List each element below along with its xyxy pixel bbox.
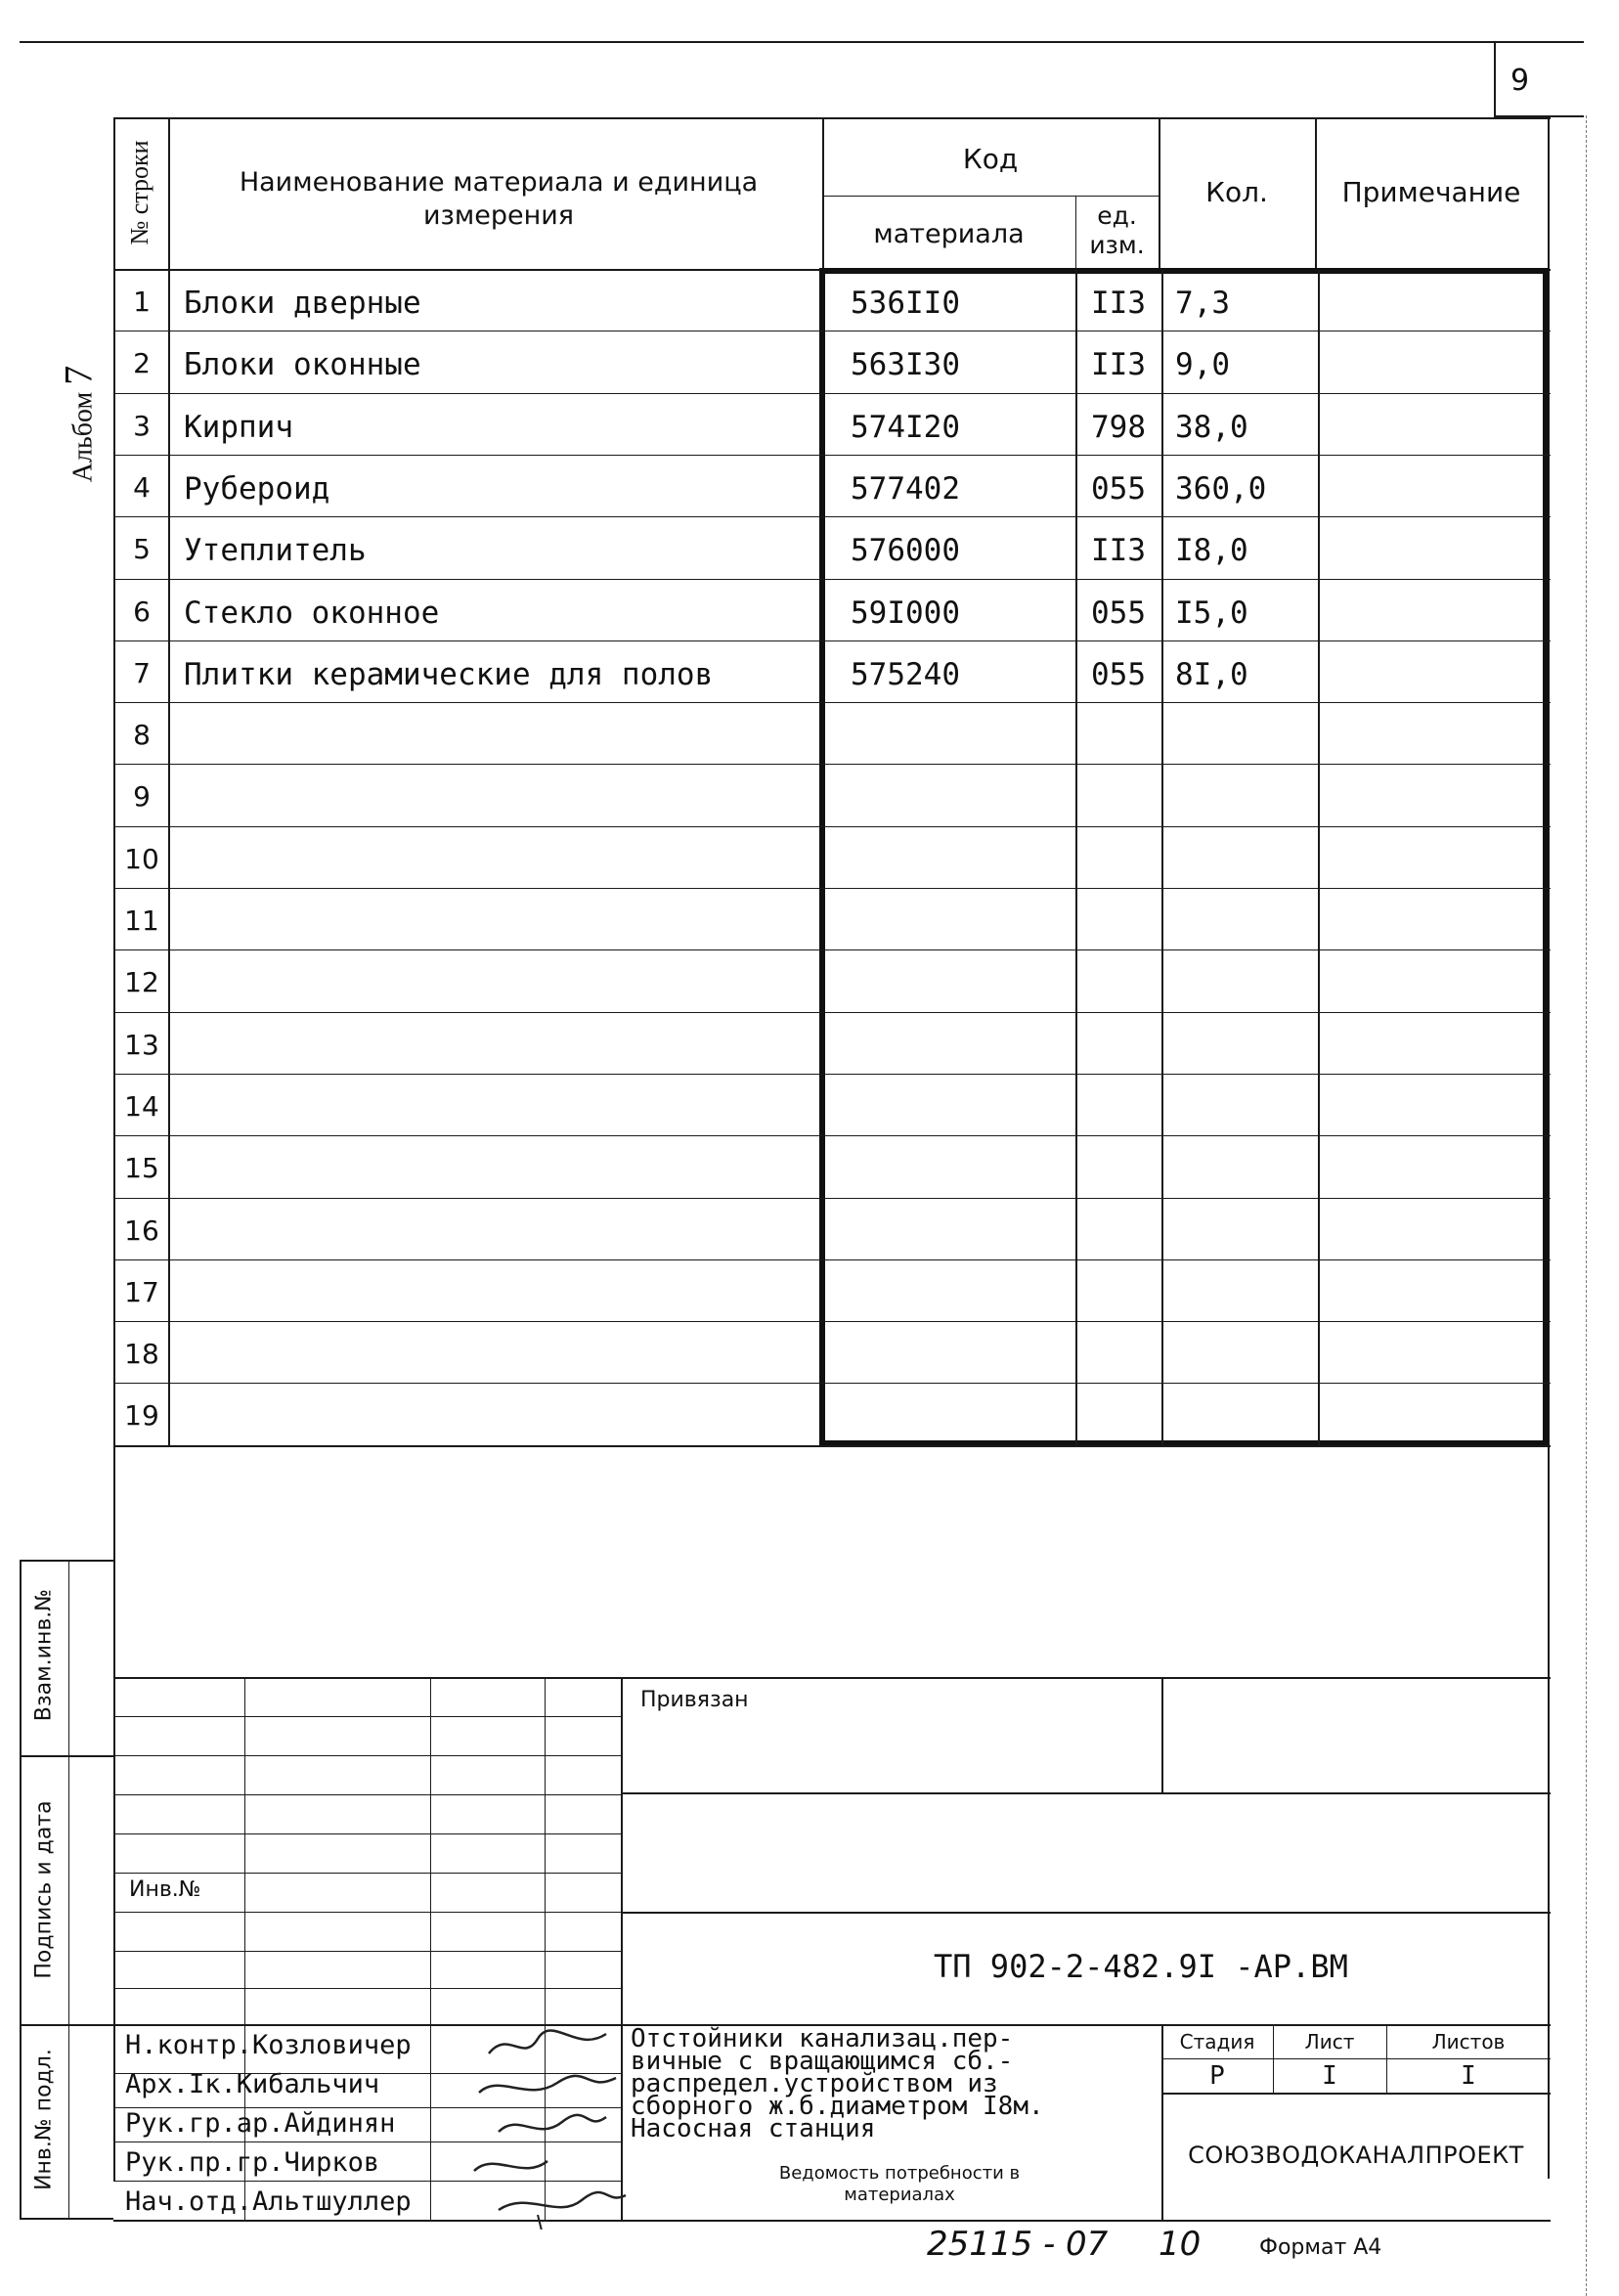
description-line: сборного ж.б.диаметром I8м. [631, 2092, 1044, 2121]
row-divider [113, 1259, 1551, 1260]
quantity: 38,0 [1175, 410, 1248, 445]
unit-code: 055 [1091, 657, 1146, 692]
tb-stage-mid [1161, 2058, 1551, 2059]
row-number: 19 [124, 1399, 159, 1432]
row-number: 6 [133, 596, 151, 628]
col-line-note [1318, 270, 1320, 1445]
tb-row-3 [113, 1794, 621, 1795]
row-divider [113, 393, 1551, 394]
signatory-row: Рук.пр.гр.Чирков [125, 2147, 380, 2178]
material-name: Блоки оконные [184, 347, 421, 382]
row-number: 1 [133, 286, 151, 318]
row-divider [113, 1321, 1551, 1322]
row-divider [113, 888, 1551, 889]
project-description [631, 2024, 1178, 2143]
signatory-row: Н.контр.Козловичер [125, 2030, 412, 2060]
handwritten-number: 25115 - 07 [927, 2225, 1109, 2264]
side-label-vzam: Взам.инв.№ [31, 1588, 57, 1722]
row-number: 4 [133, 471, 151, 504]
row-divider [113, 826, 1551, 827]
tb-row-4 [113, 1833, 621, 1834]
unit-code: 055 [1091, 596, 1146, 631]
tb-row-6 [113, 1912, 621, 1913]
album-number: 7 [56, 365, 101, 385]
row-number: 9 [133, 780, 151, 813]
side-column-bottom [20, 2218, 113, 2220]
header-qty: Кол. [1205, 176, 1268, 208]
signatory-row: Нач.отд.Альтшуллер [125, 2186, 412, 2217]
side-column-left [20, 1560, 22, 2220]
material-name: Стекло оконное [184, 596, 440, 631]
row-divider [113, 1012, 1551, 1013]
organization: СОЮЗВОДОКАНАЛПРОЕКТ [1188, 2141, 1524, 2169]
header-note: Примечание [1341, 176, 1521, 208]
header-code-material: материала [873, 219, 1025, 249]
quantity: 7,3 [1175, 286, 1230, 321]
document-title-line2: материалах [844, 2185, 955, 2205]
material-name: Рубероид [184, 471, 330, 507]
signatory-row: Арх.Iк.Кибальчич [125, 2069, 380, 2099]
header-code: Код [962, 143, 1019, 175]
row-number: 17 [124, 1276, 159, 1308]
crop-line [1586, 115, 1587, 2296]
row-divider [113, 1135, 1551, 1136]
stage-label: Стадия [1179, 2030, 1255, 2053]
material-code: 563I30 [851, 347, 960, 382]
tb-code-top [621, 1912, 1551, 1914]
side-label-sign-date: Подпись и дата [31, 1800, 57, 1979]
side-divider-1 [20, 1755, 113, 1757]
tb-row-7 [113, 1951, 621, 1952]
unit-code: 798 [1091, 410, 1146, 445]
document-title [714, 2163, 1085, 2206]
material-name: Кирпич [184, 410, 293, 445]
row-divider [113, 1383, 1551, 1384]
document-title-line1: Ведомость потребности в [778, 2163, 1021, 2184]
quantity: I5,0 [1175, 596, 1248, 631]
row-number: 14 [124, 1090, 159, 1123]
tb-row-2 [113, 1755, 621, 1756]
description-line: Отстойники канализац.пер- [631, 2024, 1014, 2053]
top-rule [20, 41, 1584, 43]
row-number: 8 [133, 719, 151, 751]
tb-stage-bottom [1161, 2093, 1551, 2095]
row-number: 10 [124, 843, 159, 875]
tb-row-1 [113, 1716, 621, 1717]
side-column-divider [68, 1560, 69, 2220]
sheet-label: Лист [1304, 2030, 1355, 2053]
code-subheader-line [822, 196, 1159, 197]
header-unit-line1: ед. [1097, 201, 1137, 230]
material-code: 575240 [851, 657, 960, 692]
row-number: 5 [133, 533, 151, 565]
row-number: 12 [124, 966, 159, 998]
material-code: 536II0 [851, 286, 960, 321]
col-line-qty [1161, 270, 1163, 1445]
page-number-box-left [1494, 41, 1496, 117]
row-number: 2 [133, 347, 151, 379]
row-divider [113, 579, 1551, 580]
description-line: распредел.устройством из [631, 2069, 998, 2098]
row-divider [113, 702, 1551, 703]
tb-privyazan-divider [1161, 1677, 1163, 1792]
album-label [56, 336, 102, 512]
material-code: 577402 [851, 471, 960, 507]
signatory-row: Рук.гр.ар.Айдинян [125, 2108, 396, 2139]
sheets-label: Листов [1431, 2030, 1506, 2053]
col-line-unit [1075, 270, 1077, 1445]
stage-value: Р [1209, 2061, 1225, 2091]
row-number: 15 [124, 1152, 159, 1184]
material-code: 59I000 [851, 596, 960, 631]
material-name: Плитки керамические для полов [184, 657, 714, 692]
sheet-value: I [1322, 2061, 1337, 2091]
row-divider [113, 640, 1551, 641]
tb-row-5 [113, 1873, 621, 1874]
document-code: ТП 902-2-482.9I -АР.ВМ [934, 1948, 1348, 1985]
table-bottom-line [113, 1445, 1551, 1447]
title-block-top [113, 1677, 1551, 1679]
header-code-unit [1075, 201, 1159, 260]
row-divider [113, 455, 1551, 456]
header-row-no: № строки [125, 140, 153, 245]
row-number: 3 [133, 410, 151, 442]
quantity: 360,0 [1175, 471, 1267, 507]
row-divider [113, 764, 1551, 765]
material-name: Утеплитель [184, 533, 367, 568]
material-code: 574I20 [851, 410, 960, 445]
signatures-image [469, 2024, 635, 2230]
row-divider [113, 1198, 1551, 1199]
sheets-value: I [1461, 2061, 1476, 2091]
unit-code: 055 [1091, 471, 1146, 507]
page-number: 9 [1510, 64, 1530, 98]
row-divider [113, 949, 1551, 950]
unit-code: II3 [1091, 533, 1146, 568]
material-code: 576000 [851, 533, 960, 568]
row-number: 16 [124, 1214, 159, 1247]
quantity: 8I,0 [1175, 657, 1248, 692]
row-number: 18 [124, 1338, 159, 1370]
frame-top [113, 117, 1551, 119]
album-label-text: Альбом [67, 391, 99, 483]
material-name: Блоки дверные [184, 286, 421, 321]
side-label-inv-podl: Инв.№ подл. [31, 2049, 57, 2190]
row-number: 11 [124, 905, 159, 937]
col-line-rowno [168, 117, 170, 1447]
inv-no-label: Инв.№ [129, 1877, 201, 1902]
quantity: I8,0 [1175, 533, 1248, 568]
unit-code: II3 [1091, 286, 1146, 321]
description-line: вичные с вращающимся сб.- [631, 2047, 1014, 2076]
description-line: Насосная станция [631, 2114, 876, 2143]
format-label: Формат А4 [1259, 2235, 1382, 2260]
handwritten-page: 10 [1159, 2225, 1202, 2264]
tb-row-8 [113, 1988, 621, 1989]
unit-code: II3 [1091, 347, 1146, 382]
quantity: 9,0 [1175, 347, 1230, 382]
row-divider [113, 516, 1551, 517]
privyazan-label: Привязан [640, 1688, 749, 1712]
tb-privyazan-bottom [621, 1792, 1551, 1794]
header-unit-line2: изм. [1089, 231, 1145, 259]
header-name: Наименование материала и единица измерения [239, 167, 759, 231]
row-divider [113, 1074, 1551, 1075]
row-number: 13 [124, 1029, 159, 1061]
row-number: 7 [133, 657, 151, 689]
